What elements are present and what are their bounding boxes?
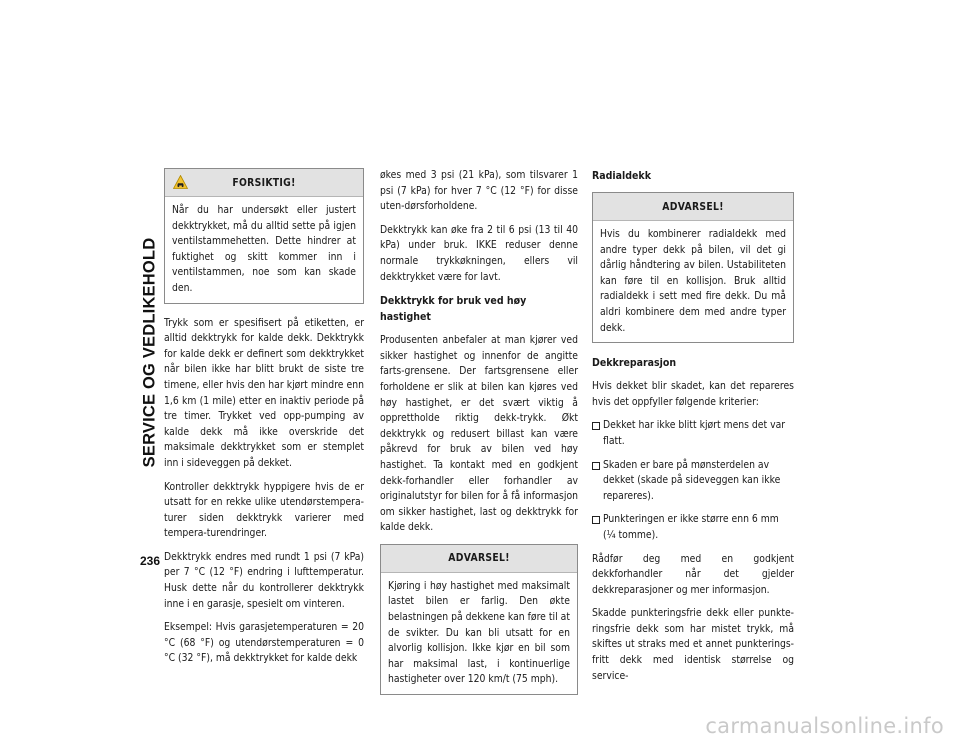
warning-box-title: ADVARSEL! — [448, 552, 510, 565]
paragraph: Dekktrykk endres med rundt 1 psi (7 kPa) per 7 °C (12 °F) endring i lufttemperatur. Husk dette når du kontrollerer dekktrykk inne i en garasje, spesielt om vinteren. — [164, 550, 364, 610]
list-item: Dekket har ikke blitt kjørt mens det var flatt. — [592, 418, 794, 449]
caution-box — [164, 168, 364, 304]
list-item: Skaden er bare på mønsterdelen av dekket (skade på sideveggen kan ikke repareres). — [592, 458, 794, 505]
warning-box-header — [593, 193, 793, 221]
paragraph: Trykk som er spesifisert på etiketten, er alltid dekktrykk for kalde dekk. Dekktrykk for kalde dekk er definert som dekktrykket når bilen ikke har blitt brukt de siste tre timene, eller hvis den har kjørt mindre enn 1,6 km (1 mile) etter en inaktiv periode på tre timer. Trykket ved opp-pumping av kalde dekk må ikke overskride det maksimale dekktrykket som er stemplet inn i sideveggen på dekket. — [164, 316, 364, 469]
subsection-heading: Dekkreparasjon — [592, 357, 677, 370]
paragraph: Rådfør deg med en godkjent dekkforhandler når det gjelder dekkreparasjoner og mer informasjon. — [592, 552, 794, 596]
warning-box-header — [381, 545, 577, 573]
section-heading: Radialdekk — [592, 170, 651, 182]
paragraph: Produsenten anbefaler at man kjører ved sikker hastighet og innenfor de angitte farts-grensene. Der fartsgrensene eller forholdene er slik at bilen kan kjøres ved høy hastighet, er det svært viktig å opprettholde riktig dekk-trykk. Økt dekktrykk og redusert billast kan være påkrevd for bruk av bilen ved høy hastighet. Ta kontakt med en godkjent dekk-forhandler eller forhandler av originalutstyr for bilen for å få informasjon om sikker hastighet, last og dekktrykk for kalde dekk. — [380, 334, 578, 534]
warning-box-title: ADVARSEL! — [662, 200, 724, 213]
caution-box-text: Når du har undersøkt eller justert dekktrykket, må du alltid sette på igjen ventilstammehetten. Dette hindrer at fuktighet og skitt kommer inn i ventilstammen, noe som kan skade den. — [172, 204, 356, 294]
paragraph: økes med 3 psi (21 kPa), som tilsvarer 1 psi (7 kPa) for hver 7 °C (12 °F) for disse uten-dørsforholdene. — [380, 169, 578, 213]
criteria-list — [592, 418, 794, 543]
warning-box — [380, 544, 578, 695]
column-1 — [164, 168, 364, 675]
page-number: 236 — [140, 554, 161, 568]
watermark: carmanualsonline.info — [705, 714, 944, 738]
caution-car-icon — [173, 175, 188, 189]
column-3 — [592, 168, 794, 692]
caution-box-title: FORSIKTIG! — [232, 176, 296, 189]
paragraph: Dekktrykk kan øke fra 2 til 6 psi (13 til 40 kPa) under bruk. IKKE reduser denne normale trykkøkningen, ellers vil dekktrykket være for lavt. — [380, 223, 578, 283]
checkbox-bullet-icon — [592, 516, 600, 524]
checkbox-bullet-icon — [592, 462, 600, 470]
warning-box-text: Hvis du kombinerer radialdekk med andre typer dekk på bilen, vil det gi dårlig håndtering av bilen. Ustabiliteten kan føre til en kollisjon. Bruk alltid radialdekk i sett med fire dekk. Du må aldri kombinere dem med andre typer dekk. — [600, 228, 786, 334]
caution-box-header — [165, 169, 363, 197]
column-2 — [380, 168, 578, 707]
section-tab — [140, 170, 160, 535]
paragraph: Skadde punkteringsfrie dekk eller punkte-ringsfrie dekk som har mistet trykk, må skiftes ut straks med et annet punkterings-fritt dekk med identisk størrelse og service- — [592, 607, 794, 682]
paragraph: Kontroller dekktrykk hyppigere hvis de er utsatt for en rekke ulike utendørstempera-turer siden dekktrykk varierer med tempera-turendringer. — [164, 480, 364, 540]
list-item: Punkteringen er ikke større enn 6 mm (¼ tomme). — [592, 512, 794, 543]
warning-box — [592, 192, 794, 343]
section-tab-label: SERVICE OG VEDLIKEHOLD — [140, 237, 159, 468]
paragraph: Eksempel: Hvis garasjetemperaturen = 20 °C (68 °F) og utendørstemperaturen = 0 °C (32 °F), må dekktrykket for kalde dekk — [164, 621, 364, 665]
paragraph: Hvis dekket blir skadet, kan det repareres hvis det oppfyller følgende kriterier: — [592, 380, 794, 408]
section-heading: Dekktrykk for bruk ved høy hastighet — [380, 295, 527, 324]
checkbox-bullet-icon — [592, 422, 600, 430]
warning-box-text: Kjøring i høy hastighet med maksimalt lastet bilen er farlig. Den økte belastningen på dekkene kan føre til at de svikter. Du kan bli utsatt for en alvorlig kollisjon. Ikke kjør en bil som har maksimal last, i kontinuerlige hastigheter over 120 km/t (75 mph). — [388, 579, 570, 686]
